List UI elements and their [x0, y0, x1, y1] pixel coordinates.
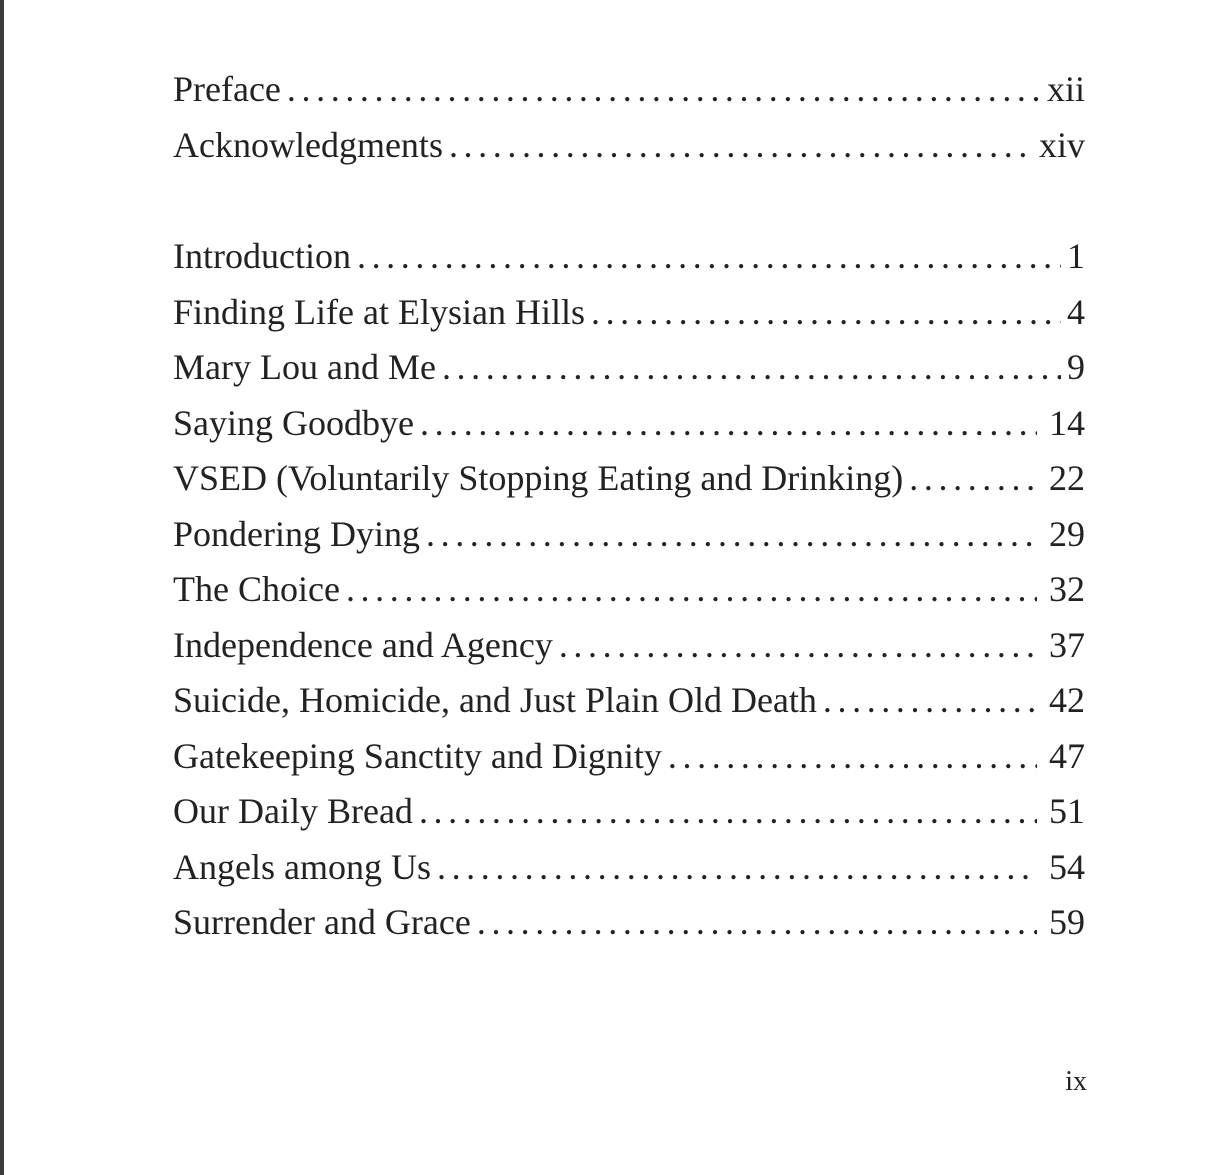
toc-entry — [173, 729, 1085, 785]
toc-entry-title: Acknowledgments — [173, 118, 449, 174]
toc-entry-page: 47 — [1049, 735, 1085, 776]
toc-dot-leader — [357, 229, 1061, 285]
toc-entry-page: 37 — [1049, 624, 1085, 665]
toc-dot-leader — [909, 451, 1037, 507]
toc-entry — [173, 285, 1085, 341]
toc-entry — [173, 895, 1085, 951]
toc-entry — [173, 62, 1085, 118]
toc-entry-page: 14 — [1049, 402, 1085, 443]
toc-dot-leader — [437, 840, 1037, 896]
toc-entry-page: 42 — [1049, 680, 1085, 720]
toc-chapters — [173, 229, 1085, 951]
toc-entry — [173, 562, 1085, 618]
toc-dot-leader — [287, 62, 1041, 118]
toc-entry-title: Mary Lou and Me — [173, 340, 442, 396]
toc-dot-leader — [559, 618, 1037, 674]
toc-dot-leader — [823, 673, 1037, 729]
page-edge-border — [0, 0, 4, 1175]
toc-dot-leader — [668, 729, 1037, 785]
toc-entry-title: Saying Goodbye — [173, 396, 420, 452]
toc-entry-title: Our Daily Bread — [173, 784, 419, 840]
toc-entry-title: Suicide, Homicide, and Just Plain Old Death — [173, 673, 823, 729]
toc-dot-leader — [420, 396, 1037, 452]
toc-entry — [173, 618, 1085, 674]
toc-entry-page: xiv — [1038, 124, 1085, 165]
toc-entry — [173, 118, 1085, 174]
toc-entry-page: 54 — [1049, 846, 1085, 887]
toc-entry-title: Introduction — [173, 229, 357, 285]
toc-entry-title: The Choice — [173, 562, 346, 618]
toc-entry-page: xii — [1046, 69, 1085, 109]
toc-dot-leader — [419, 784, 1037, 840]
toc-front-matter — [173, 62, 1085, 173]
toc-entry — [173, 673, 1085, 729]
toc-entry-title: Preface — [173, 62, 287, 118]
toc-entry-page: 22 — [1049, 458, 1085, 498]
toc-entry-page: 4 — [1067, 291, 1085, 332]
toc-dot-leader — [449, 118, 1033, 174]
toc-entry-title: Pondering Dying — [173, 507, 426, 563]
toc-entry-title: VSED (Voluntarily Stopping Eating and Drinking) — [173, 451, 909, 507]
toc-dot-leader — [442, 340, 1061, 396]
toc-entry-title: Independence and Agency — [173, 618, 559, 674]
toc-entry-title: Surrender and Grace — [173, 895, 477, 951]
toc-entry — [173, 451, 1085, 507]
toc-dot-leader — [591, 285, 1061, 341]
toc-entry-title: Finding Life at Elysian Hills — [173, 285, 591, 341]
toc-entry-title: Angels among Us — [173, 840, 437, 896]
toc-dot-leader — [426, 507, 1037, 563]
toc-entry — [173, 340, 1085, 396]
toc-entry — [173, 229, 1085, 285]
toc-entry-page: 32 — [1049, 569, 1085, 609]
toc-entry-title: Gatekeeping Sanctity and Dignity — [173, 729, 668, 785]
toc-dot-leader — [346, 562, 1037, 618]
toc-entry-page: 9 — [1067, 347, 1085, 387]
toc-entry-page: 29 — [1049, 513, 1085, 554]
toc-dot-leader — [477, 895, 1037, 951]
toc-entry — [173, 840, 1085, 896]
toc-entry — [173, 507, 1085, 563]
toc-entry — [173, 784, 1085, 840]
toc-entry-page: 51 — [1049, 791, 1085, 831]
toc-entry-page: 59 — [1049, 902, 1085, 942]
toc-entry-page: 1 — [1067, 236, 1085, 276]
toc-entry — [173, 396, 1085, 452]
page-number: ix — [1065, 1066, 1087, 1097]
